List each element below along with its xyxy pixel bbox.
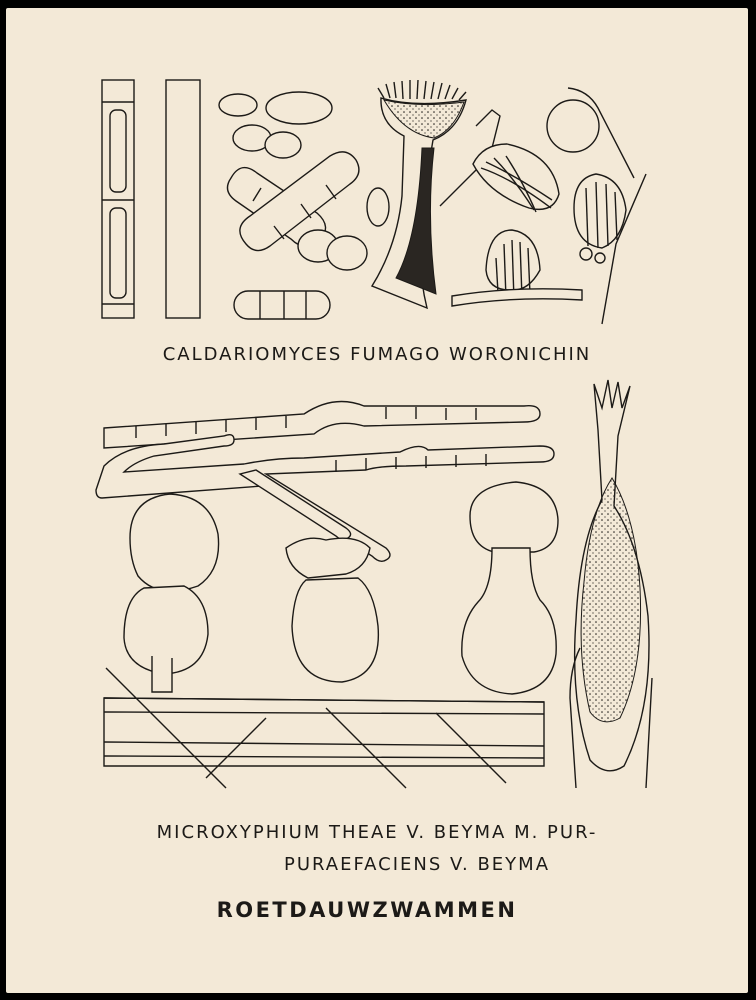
elongated-pycnidium	[570, 380, 652, 788]
caption-microxyphium-line2: PURAEFACIENS V. BEYMA	[283, 854, 551, 875]
fruiting-body-1	[124, 494, 219, 692]
plate-sheet	[6, 8, 748, 993]
perithecia-top-right	[440, 88, 646, 324]
hypha-strand-bubbled	[166, 80, 200, 318]
spores	[219, 92, 389, 319]
plate-title: ROETDAUWZWAMMEN	[216, 898, 518, 922]
fruiting-body-2	[286, 538, 378, 682]
caption-microxyphium-line1: MICROXYPHIUM THEAE V. BEYMA M. PUR-	[156, 822, 598, 843]
illustration	[6, 8, 748, 993]
hypha-strand-left	[102, 80, 134, 318]
caption-caldariomyces: CALDARIOMYCES FUMAGO WORONICHIN	[162, 344, 592, 365]
fruiting-body-3	[462, 482, 558, 694]
